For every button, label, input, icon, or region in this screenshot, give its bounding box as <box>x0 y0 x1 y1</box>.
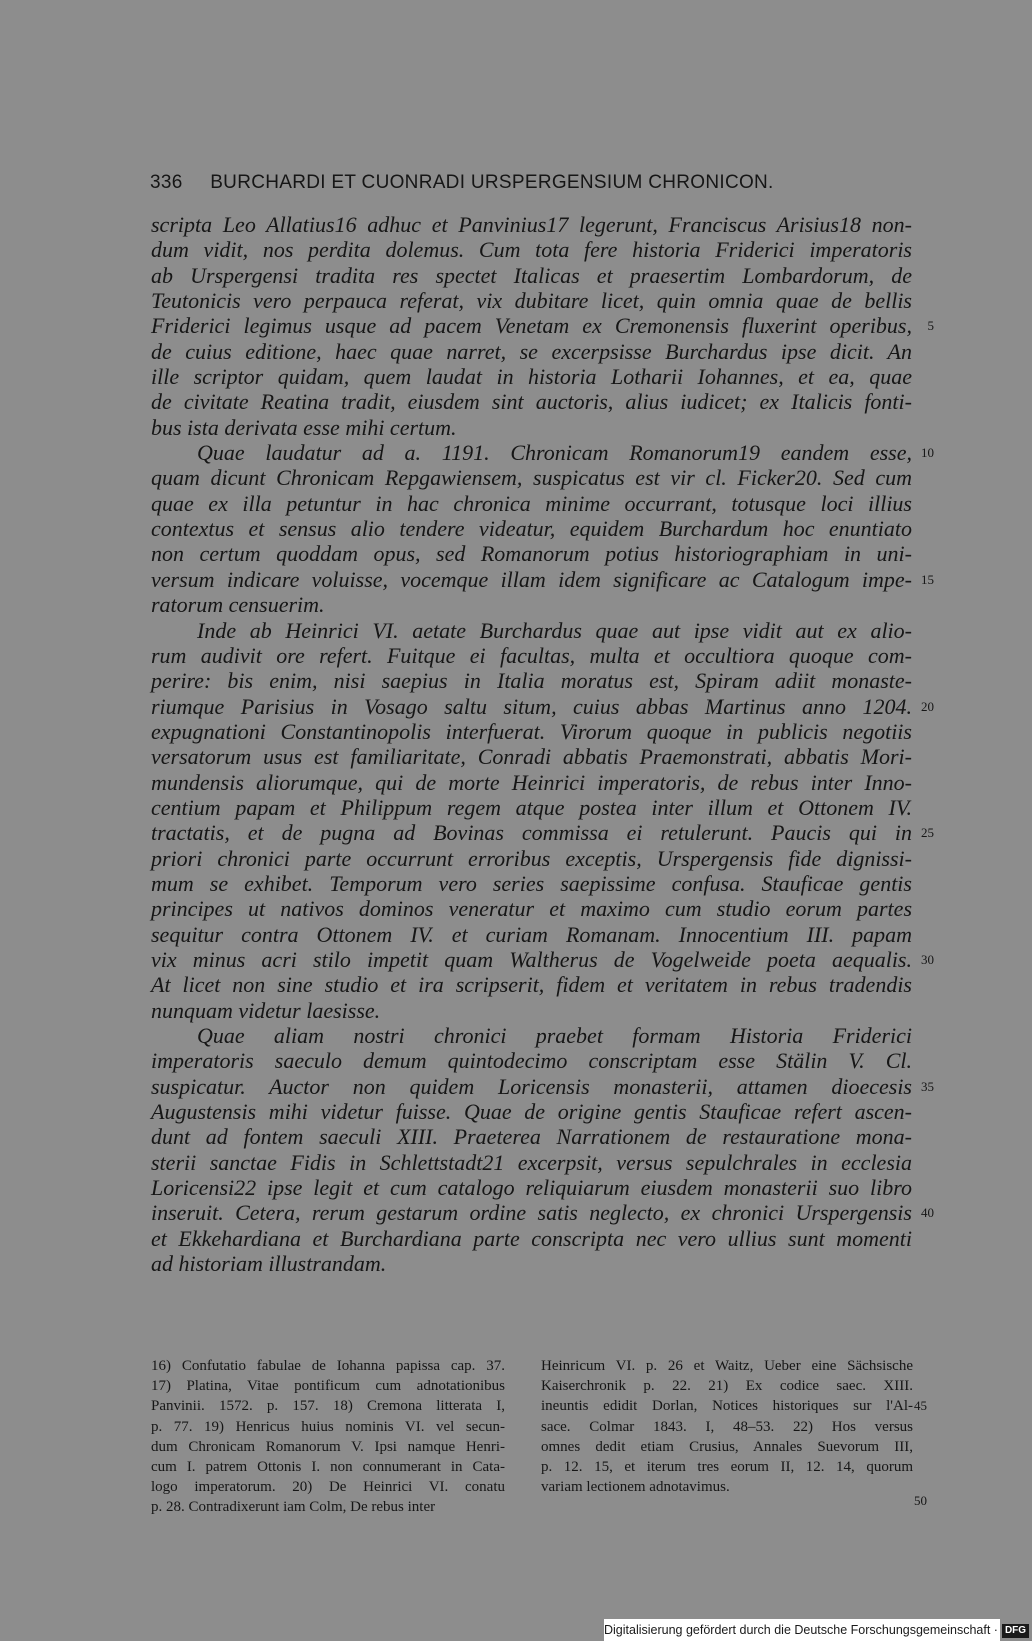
footnote-line: variam lectionem adnotavimus. <box>541 1479 730 1496</box>
text-line-content: nunquam videtur laesisse. <box>151 997 381 1023</box>
text-line <box>151 339 912 364</box>
line-number: 25 <box>921 825 934 841</box>
text-line <box>151 846 912 871</box>
text-line <box>151 389 912 414</box>
footnote-line: p. 12. 15, et iterum tres eorum II, 12. 14, quorum <box>541 1458 913 1475</box>
text-line-content: inseruit. Cetera, rerum gestarum ordine satis neglecto, ex chronici Urspergensis <box>151 1200 912 1226</box>
footnote-line-number: 50 <box>914 1492 927 1508</box>
text-line-content: mundensis aliorumque, qui de morte Heinrici imperatoris, de rebus inter Inno- <box>151 769 912 795</box>
text-line-content: ille scriptor quidam, quem laudat in historia Lotharii Iohannes, et ea, quae <box>151 364 912 390</box>
text-line <box>151 212 912 237</box>
text-line <box>151 744 912 769</box>
text-line-content: sequitur contra Ottonem IV. et curiam Romanam. Innocentium III. papam <box>151 921 912 947</box>
text-line <box>151 972 912 997</box>
text-line <box>151 415 912 440</box>
text-line-content: centium papam et Philippum regem atque postea inter illum et Ottonem IV. <box>151 794 912 820</box>
line-number: 5 <box>927 318 934 334</box>
text-line-content: quae ex illa petuntur in hac chronica minime occurrant, totusque loci illius <box>151 490 912 516</box>
text-line-content: perire: bis enim, nisi saepius in Italia moratus est, Spiram adiit monaste- <box>151 668 912 694</box>
text-line-content: de civitate Reatina tradit, eiusdem sint auctoris, alius iudicet; ex Italicis fonti- <box>151 389 912 415</box>
text-line <box>151 1023 912 1048</box>
text-line <box>151 364 912 389</box>
text-line <box>151 592 912 617</box>
footnote-line: Kaiserchronik p. 22. 21) Ex codice saec. XIII. <box>541 1378 913 1395</box>
text-line-content: priori chronici parte occurrunt erroribus exceptis, Urspergensis fide dignissi- <box>151 845 912 871</box>
text-line <box>151 516 912 541</box>
text-line-content: Inde ab Heinrici VI. aetate Burchardus quae aut ipse vidit aut ex alio- <box>197 617 912 643</box>
footnotes-right-column <box>541 1356 927 1508</box>
page-number: 336 <box>150 172 183 193</box>
text-line-content: bus ista derivata esse mihi certum. <box>151 414 457 440</box>
main-text <box>151 212 934 1277</box>
text-line-content: imperatoris saeculo demum quintodecimo conscriptam esse Stälin V. Cl. <box>151 1048 912 1074</box>
text-line-content: versatorum usus est familiaritate, Conradi abbatis Praemonstrati, abbatis Mori- <box>151 744 912 770</box>
footnote-line: Panvinii. 1572. p. 157. 18) Cremona litterata I, <box>151 1398 505 1415</box>
text-line-content: Quae aliam nostri chronici praebet formam Historia Friderici <box>197 1023 912 1048</box>
footnotes <box>151 1356 927 1516</box>
text-line-content: Quae laudatur ad a. 1191. Chronicam Romanorum19 eandem esse, <box>197 440 912 466</box>
text-line <box>151 1124 912 1149</box>
text-line-content: principes ut nativos dominos veneratur et maximo cum studio eorum partes <box>151 896 912 922</box>
text-line-content: Loricensi22 ipse legit et cum catalogo reliquiarum eiusdem monasterii suo libro <box>151 1175 912 1201</box>
dfg-funding-banner <box>604 1619 1027 1641</box>
text-line <box>151 440 934 466</box>
text-line-content: Friderici legimus usque ad pacem Venetam ex Cremonensis fluxerint operibus, <box>151 313 912 339</box>
text-line-content: Teutonicis vero perpauca referat, vix dubitare licet, quin omnia quae de bellis <box>151 288 912 314</box>
running-title: BURCHARDI ET CUONRADI URSPERGENSIUM CHRONICON. <box>210 172 774 193</box>
text-line <box>151 541 912 566</box>
footnote-line: p. 77. 19) Henricus huius nominis VI. vel secun- <box>151 1418 505 1435</box>
text-line-content: dunt ad fontem saeculi XIII. Praeterea Narrationem de restauratione mona- <box>151 1124 912 1150</box>
footnotes-left-column <box>151 1356 505 1518</box>
text-line <box>151 719 912 744</box>
text-line-content: vix minus acri stilo impetit quam Waltherus de Vogelweide poeta aequalis. <box>151 946 912 972</box>
text-line-content: rum audivit ore refert. Fuitque ei facultas, multa et occultiora quoque com- <box>151 642 912 668</box>
text-line-content: Augustensis mihi videtur fuisse. Quae de origine gentis Stauficae refert ascen- <box>151 1099 912 1125</box>
footnote-line: logo imperatorum. 20) De Heinrici VI. conatu <box>151 1479 505 1496</box>
text-line <box>151 491 912 516</box>
text-line-content: quam dicunt Chronicam Repgawiensem, suspicatus est vir cl. Ficker20. Sed cum <box>151 465 912 491</box>
footnote-line: sace. Colmar 1843. I, 48–53. 22) Hos versus <box>541 1418 913 1435</box>
text-line-content: scripta Leo Allatius16 adhuc et Panvinius17 legerunt, Franciscus Arisius18 non- <box>151 212 912 237</box>
text-line <box>151 946 934 972</box>
text-line <box>151 465 912 490</box>
text-line <box>151 618 912 643</box>
text-line-content: dum vidit, nos perdita dolemus. Cum tota fere historia Friderici imperatoris <box>151 237 912 263</box>
text-line-content: mum se exhibet. Temporum vero series saepissime confusa. Stauficae gentis <box>151 870 912 896</box>
text-line-content: non certum quoddam opus, sed Romanorum potius historiographiam in uni- <box>151 541 912 567</box>
line-number: 10 <box>921 445 934 461</box>
text-line-content: ab Urspergensi tradita res spectet Italicas et praesertim Lombardorum, de <box>151 262 912 288</box>
footnote-line: 17) Platina, Vitae pontificum cum adnotationibus <box>151 1378 505 1395</box>
footnote-line: omnes dedit etiam Crusius, Annales Suevorum III, <box>541 1438 913 1455</box>
line-number: 35 <box>921 1078 934 1094</box>
text-line-content: suspicatur. Auctor non quidem Loricensis monasterii, attamen dioecesis <box>151 1073 912 1099</box>
text-line <box>151 998 912 1023</box>
text-line <box>151 1175 912 1200</box>
dfg-logo-icon: DFG <box>1002 1624 1029 1638</box>
text-line-content: sterii sanctae Fidis in Schlettstadt21 excerpsit, versus sepulchrales in ecclesia <box>151 1149 912 1175</box>
text-line <box>151 795 912 820</box>
text-line <box>151 263 912 288</box>
text-line-content: expugnationi Constantinopolis interfuerat. Virorum quoque in publicis negotiis <box>151 718 912 744</box>
text-line-content: tractatis, et de pugna ad Bovinas commissa ei retulerunt. Paucis qui in <box>151 820 912 846</box>
text-line <box>151 1150 912 1175</box>
line-number: 15 <box>921 571 934 587</box>
text-line <box>151 566 934 592</box>
line-number: 20 <box>921 698 934 714</box>
running-head <box>150 172 810 194</box>
text-line <box>151 1099 912 1124</box>
line-number: 30 <box>921 951 934 967</box>
text-line <box>151 237 912 262</box>
text-line <box>151 313 934 339</box>
footnote-line: Heinricum VI. p. 26 et Waitz, Ueber eine Sächsische <box>541 1358 913 1374</box>
text-line <box>151 820 934 846</box>
footnote-line: 16) Confutatio fabulae de Iohanna papissa cap. 37. <box>151 1358 505 1374</box>
text-line-content: ad historiam illustrandam. <box>151 1251 387 1277</box>
text-line-content: At licet non sine studio et ira scripserit, fidem et veritatem in rebus tradendis <box>151 972 912 998</box>
text-line <box>151 1048 912 1073</box>
text-line-content: ratorum censuerim. <box>151 592 325 618</box>
text-line <box>151 288 912 313</box>
text-line-content: riumque Parisius in Vosago saltu situm, cuius abbas Martinus anno 1204. <box>151 693 912 719</box>
text-line-content: contextus et sensus alio tendere videatur, equidem Burchardum hoc enuntiato <box>151 516 912 542</box>
text-line <box>151 668 912 693</box>
text-line <box>151 643 912 668</box>
text-line <box>151 871 912 896</box>
text-line <box>151 1200 934 1226</box>
text-line <box>151 1073 934 1099</box>
text-line <box>151 1251 912 1276</box>
text-line <box>151 770 912 795</box>
text-line <box>151 693 934 719</box>
text-line <box>151 896 912 921</box>
footnote-line: cum I. patrem Ottonis I. non connumerant in Cata- <box>151 1458 505 1475</box>
text-line-content: versum indicare voluisse, vocemque illam idem significare ac Catalogum impe- <box>151 566 912 592</box>
banner-text: Digitalisierung gefördert durch die Deutsche Forschungsgemeinschaft · <box>604 1623 998 1637</box>
footnote-line: p. 28. Contradixerunt iam Colm, De rebus inter <box>151 1499 436 1516</box>
text-line-content: de cuius editione, haec quae narret, se excerpsisse Burchardus ipse dicit. An <box>151 338 912 364</box>
text-line <box>151 1226 912 1251</box>
text-line-content: et Ekkehardiana et Burchardiana parte conscripta nec vero ullius sunt momenti <box>151 1225 912 1251</box>
footnote-line-number: 45 <box>914 1398 927 1414</box>
footnote-line: dum Chronicam Romanorum V. Ipsi namque Henri- <box>151 1438 505 1455</box>
footnote-line: ineuntis edidit Dorlan, Notices historiques sur l'Al- <box>541 1398 913 1415</box>
text-line <box>151 922 912 947</box>
line-number: 40 <box>921 1205 934 1221</box>
